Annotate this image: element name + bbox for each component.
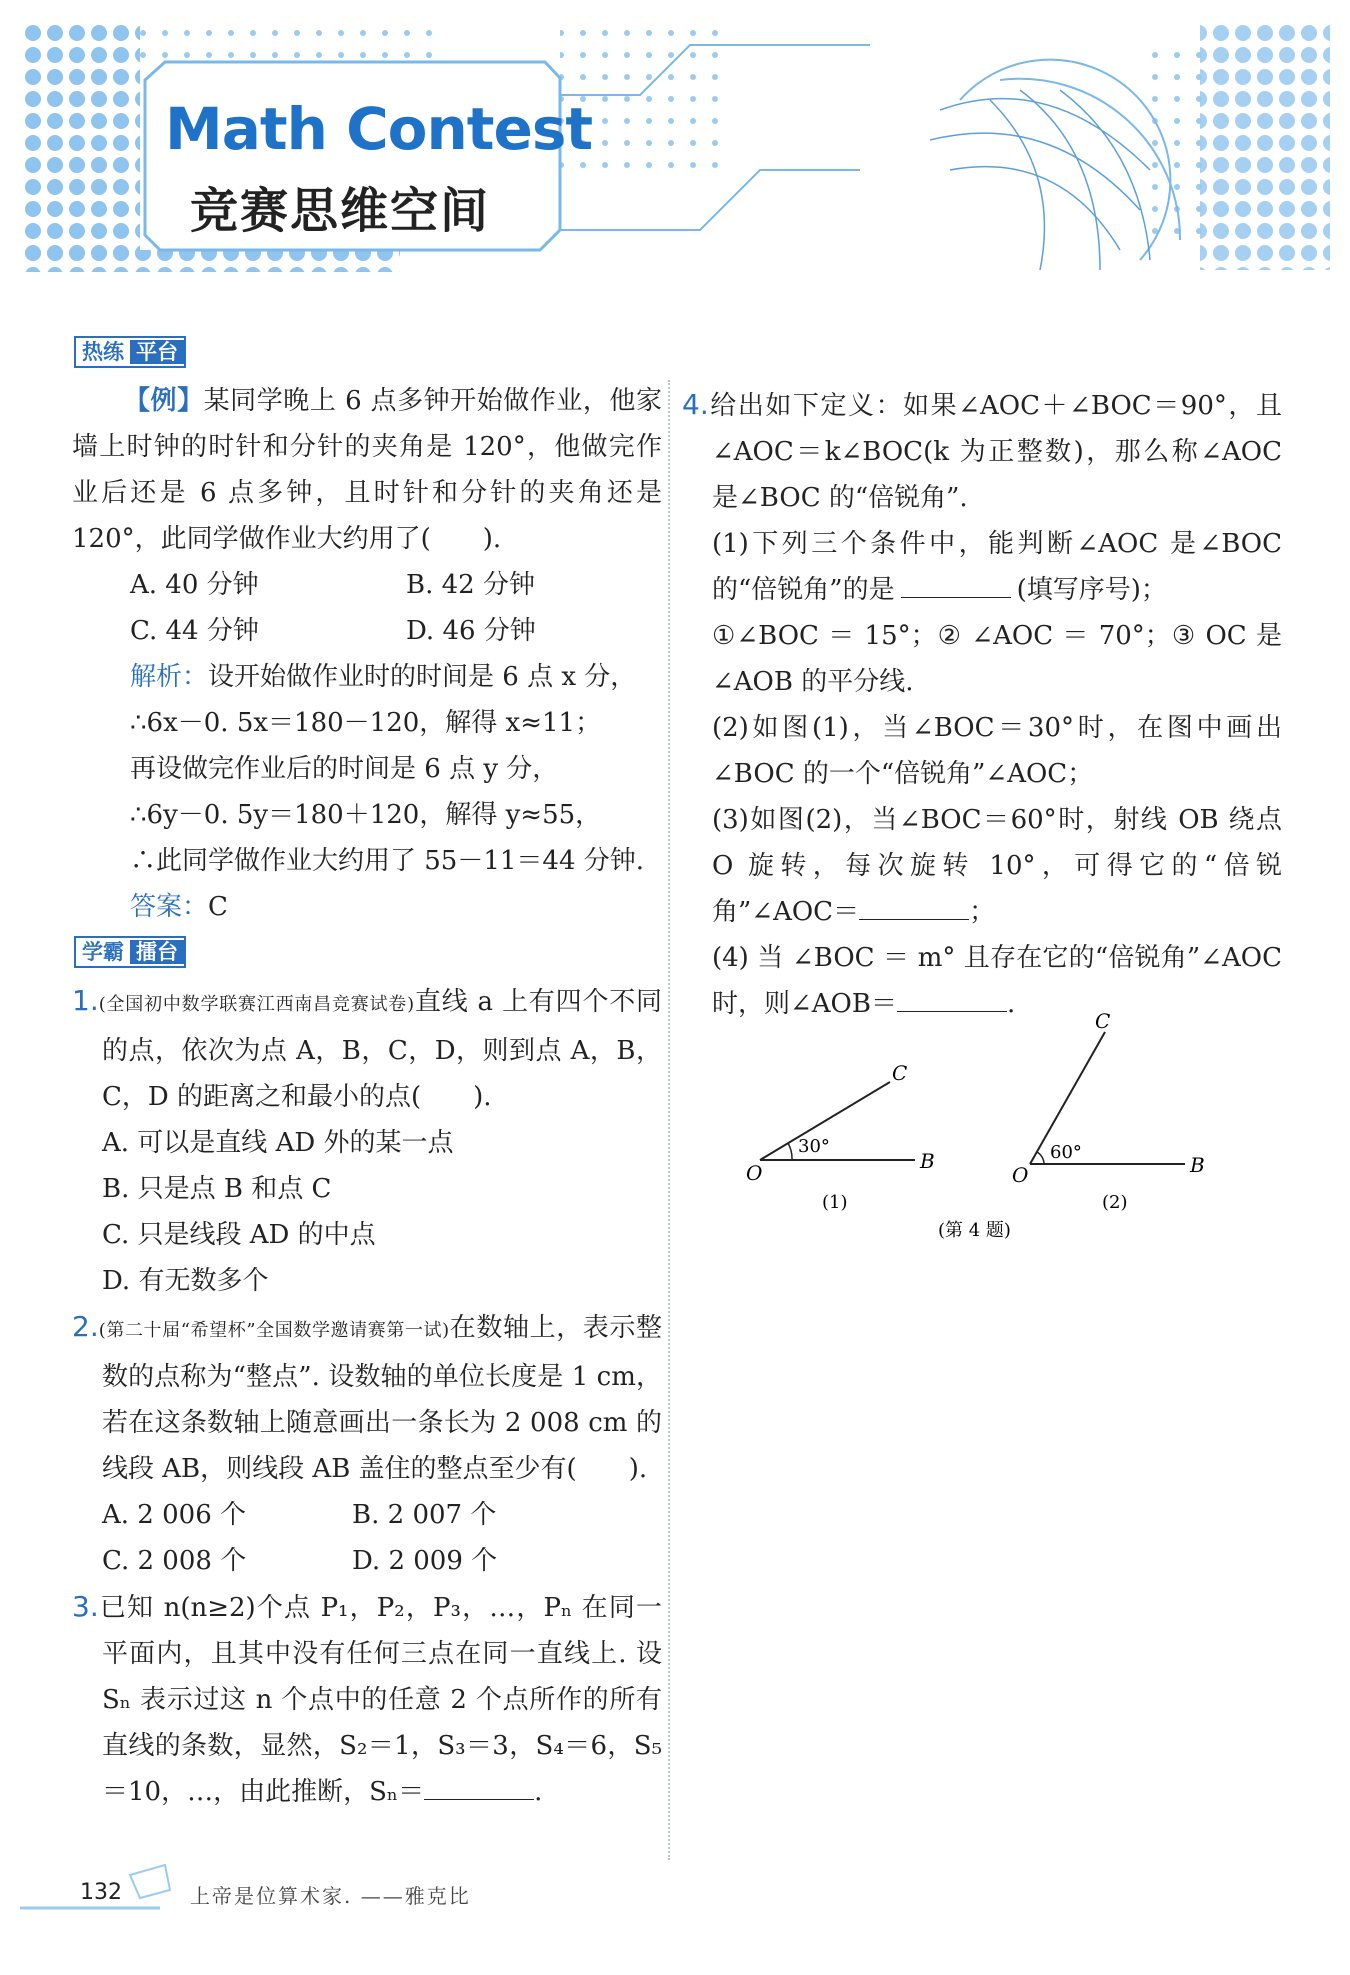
q4-part-1-tail: (填写序号)； [1016, 575, 1167, 605]
example-options-row1 [72, 562, 662, 608]
example-option-c: C. 44 分钟 [130, 616, 259, 646]
fig1-angle-arc [788, 1143, 792, 1160]
section-tag-practice [74, 336, 186, 368]
q4-part-3-tail: ； [969, 897, 996, 927]
question-text: 直线 a 上有四个不同的点，依次为点 A，B，C，D，则到点 A，B，C，D 的距离之和最小的点( ). [102, 987, 663, 1112]
answer-blank[interactable] [897, 991, 1007, 1012]
question-number: 2. [72, 1310, 99, 1343]
example-problem [72, 378, 662, 562]
q4-part-4-text: (4) 当 ∠BOC ＝ m° 且存在它的“倍锐角”∠AOC 时，则∠AOB＝ [712, 943, 1282, 1019]
figure-caption: (第 4 题) [938, 1220, 1011, 1240]
q2-option-c: C. 2 008 个 [102, 1546, 247, 1576]
question-number: 1. [72, 984, 99, 1017]
fig1-label-b: B [920, 1149, 935, 1173]
q4-part-4-tail: . [1006, 989, 1016, 1019]
answer-blank[interactable] [424, 1779, 534, 1800]
q1-option-d: D. 有无数多个 [102, 1266, 269, 1296]
question-text: 已知 n(n≥2)个点 P₁，P₂，P₃，…，Pₙ 在同一平面内，且其中没有任何三点在同一直线上. 设 Sₙ 表示过这 n 个点中的任意 2 个点所作的所有直线的条数，显然，S₂＝1，S₃＝3，S₄＝6，S₅＝10，…，由此推断，Sₙ＝ [98, 1593, 662, 1807]
question-text: 在数轴上，表示整数的点称为“整点”. 设数轴的单位长度是 1 cm，若在这条数轴上随意画出一条长为 2 008 cm 的线段 AB，则线段 AB 盖住的整点至少有( ). [102, 1313, 662, 1484]
footer-quote: 上帝是位算术家. ——雅克比 [190, 1884, 471, 1908]
q2-option-b: B. 2 007 个 [352, 1500, 497, 1530]
example-options-row2 [72, 608, 662, 654]
q1-option-b: B. 只是点 B 和点 C [102, 1174, 332, 1204]
fig2-label-o: O [1012, 1163, 1029, 1187]
example-option-b: B. 42 分钟 [406, 570, 535, 600]
header-banner [0, 0, 1350, 300]
fig2-label-c: C [1095, 1010, 1111, 1033]
question-1 [72, 978, 662, 1120]
left-column [72, 330, 662, 1815]
fig2-caption: (2) [1102, 1192, 1128, 1213]
answer-label: 答案： [130, 892, 209, 922]
fig1-label-o: O [746, 1161, 763, 1185]
fig2-angle-arc [1037, 1152, 1044, 1164]
angle-figures [740, 1010, 1260, 1240]
question-number: 4. [682, 388, 709, 421]
answer-blank[interactable] [901, 577, 1011, 598]
question-tail: . [534, 1777, 543, 1807]
fig1-caption: (1) [822, 1192, 848, 1213]
question-3 [72, 1584, 662, 1815]
title-chinese: 竞赛思维空间 [190, 183, 491, 239]
question-text: 给出如下定义：如果∠AOC＋∠BOC＝90°，且∠AOC＝k∠BOC(k 为正整数)，那么称∠AOC 是∠BOC 的“倍锐角”. [708, 391, 1282, 513]
answer-line [72, 884, 662, 930]
q4-part-1 [682, 521, 1282, 613]
q1-option-c: C. 只是线段 AD 的中点 [102, 1220, 376, 1250]
q2-options-row2 [72, 1538, 662, 1584]
example-option-d: D. 46 分钟 [406, 616, 536, 646]
question-4-intro [682, 382, 1282, 521]
q2-option-d: D. 2 009 个 [352, 1546, 498, 1576]
fig1-angle-label: 30° [798, 1136, 830, 1157]
question-2 [72, 1304, 662, 1492]
fig2-angle-label: 60° [1050, 1142, 1082, 1163]
fig2-label-b: B [1190, 1153, 1205, 1177]
right-column [682, 330, 1282, 1027]
page-number: 132 [80, 1880, 122, 1905]
q4-part-1-text: (1)下列三个条件中，能判断∠AOC 是∠BOC 的“倍锐角”的是 [712, 529, 1282, 605]
analysis-line-5: ∴此同学做作业大约用了 55－11＝44 分钟. [130, 846, 645, 876]
q4-part-3 [682, 797, 1282, 935]
q4-part-2: (2)如图(1)，当∠BOC＝30°时，在图中画出∠BOC 的一个“倍锐角”∠AOC； [712, 713, 1282, 789]
answer-blank[interactable] [859, 899, 969, 920]
tag-part-a: 热练 [76, 340, 130, 364]
analysis-line-1 [72, 654, 662, 700]
q4-part-1-conditions: ①∠BOC ＝ 15°；② ∠AOC ＝ 70°；③ OC 是∠AOB 的平分线. [712, 621, 1282, 697]
tag-part-a: 学霸 [76, 940, 130, 964]
tag-part-b: 擂台 [130, 940, 184, 964]
q2-options-row1 [72, 1492, 662, 1538]
section-tag-challenge [74, 936, 186, 968]
analysis-text-1: 设开始做作业时的时间是 6 点 x 分， [208, 662, 637, 692]
q4-part-3-text: (3)如图(2)，当∠BOC＝60°时，射线 OB 绕点 O 旋转，每次旋转 10°，可得它的“倍锐角”∠AOC＝ [712, 805, 1282, 927]
example-text: 某同学晚上 6 点多钟开始做作业，他家墙上时钟的时针和分针的夹角是 120°，他做完作业后还是 6 点多钟，且时针和分针的夹角还是 120°，此同学做作业大约用了( ). [72, 386, 662, 554]
example-label: 【例】 [124, 386, 204, 416]
question-source: (全国初中数学联赛江西南昌竞赛试卷) [98, 994, 415, 1015]
analysis-line-2: ∴6x－0. 5x＝180－120，解得 x≈11； [130, 708, 602, 738]
title-english: Math Contest [165, 95, 593, 163]
q1-option-a: A. 可以是直线 AD 外的某一点 [102, 1128, 454, 1158]
example-option-a: A. 40 分钟 [130, 570, 259, 600]
fig1-label-c: C [892, 1061, 908, 1085]
question-number: 3. [72, 1590, 99, 1623]
answer-value: C [208, 892, 228, 922]
q2-option-a: A. 2 006 个 [102, 1500, 247, 1530]
q4-figure [740, 1010, 1260, 1240]
analysis-line-4: ∴6y－0. 5y＝180＋120，解得 y≈55， [130, 800, 602, 830]
analysis-line-3: 再设做完作业后的时间是 6 点 y 分， [130, 754, 559, 784]
analysis-label: 解析： [130, 662, 209, 692]
tag-part-b: 平台 [130, 340, 184, 364]
question-source: (第二十届“希望杯”全国数学邀请赛第一试) [98, 1320, 450, 1341]
